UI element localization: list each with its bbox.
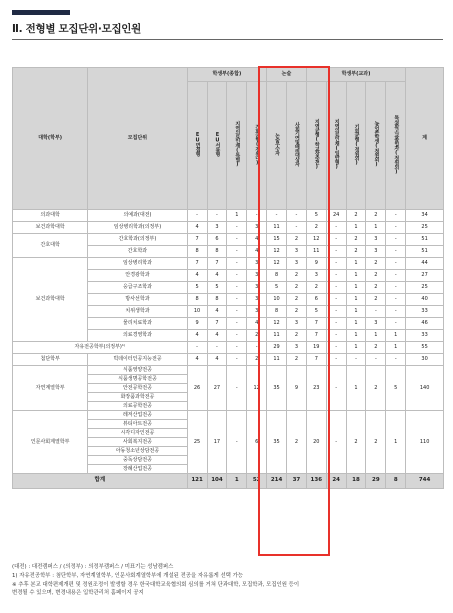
value-cell: 1 (366, 330, 386, 342)
value-cell: - (366, 354, 386, 366)
value-cell: - (366, 306, 386, 318)
univ-cell: 첨단학부 (13, 354, 88, 366)
value-cell: - (227, 222, 247, 234)
value-cell: 1 (346, 330, 366, 342)
value-cell: 12 (267, 318, 287, 330)
value-cell: - (386, 270, 406, 282)
value-cell: - (386, 294, 406, 306)
header-univ: 대학(학부) (13, 68, 88, 210)
total-cell: 25 (406, 222, 444, 234)
value-cell: 17 (207, 411, 227, 474)
value-cell: - (227, 258, 247, 270)
value-cell: 4 (247, 246, 267, 258)
value-cell: 7 (306, 354, 326, 366)
unit-cell: 아동청소년상담전공 (88, 447, 187, 456)
value-cell: 2 (247, 330, 267, 342)
table-row (13, 222, 444, 234)
total-cell: 744 (406, 474, 444, 489)
value-cell: 3 (306, 270, 326, 282)
value-cell: 2 (346, 210, 366, 222)
total-cell: 51 (406, 246, 444, 258)
value-cell: 2 (286, 282, 306, 294)
total-cell: 33 (406, 330, 444, 342)
value-cell: 2 (366, 411, 386, 474)
total-label: 합계 (13, 474, 188, 489)
table-row (13, 258, 444, 270)
value-cell: - (227, 270, 247, 282)
value-cell: 4 (247, 318, 267, 330)
value-cell: - (386, 222, 406, 234)
total-cell: 55 (406, 342, 444, 354)
unit-cell: 레저산업전공 (88, 411, 187, 420)
value-cell: 5 (207, 282, 227, 294)
unit-cell: 간호학과(의정부) (88, 234, 187, 246)
unit-cell: 의예과(대전) (88, 210, 187, 222)
unit-cell: 치위생학과 (88, 306, 187, 318)
value-cell: 4 (187, 354, 207, 366)
col-social-contribution: 사회기여및배려대상자 (286, 82, 306, 210)
unit-cell: 응급구조학과 (88, 282, 187, 294)
header-group-essay: 논술 (267, 68, 307, 82)
value-cell: - (386, 282, 406, 294)
value-cell: 3 (286, 246, 306, 258)
value-cell: - (326, 246, 346, 258)
value-cell: 8 (207, 294, 227, 306)
value-cell: 2 (286, 330, 306, 342)
value-cell: 1 (386, 411, 406, 474)
col-vocational: 특성화고교졸업자(정원외) (386, 82, 406, 210)
value-cell: 6 (306, 294, 326, 306)
total-cell: 33 (406, 306, 444, 318)
value-cell: 9 (306, 258, 326, 270)
value-cell: 4 (207, 330, 227, 342)
value-cell: - (247, 342, 267, 354)
table-row (13, 411, 444, 420)
header-unit: 모집단위 (88, 68, 187, 210)
value-cell: 2 (286, 270, 306, 282)
value-cell: 3 (247, 258, 267, 270)
col-rural: 농어촌학생(정원외) (366, 82, 386, 210)
value-cell: 10 (187, 306, 207, 318)
total-cell: 25 (406, 282, 444, 294)
unit-cell: 식품생명공학전공 (88, 375, 187, 384)
value-cell: 7 (187, 234, 207, 246)
value-cell: 104 (207, 474, 227, 489)
value-cell: 2 (286, 411, 306, 474)
unit-cell: 방사선학과 (88, 294, 187, 306)
value-cell: 1 (346, 342, 366, 354)
value-cell: 1 (386, 342, 406, 354)
value-cell: 1 (386, 330, 406, 342)
value-cell: 4 (207, 270, 227, 282)
value-cell: 8 (187, 246, 207, 258)
univ-cell: 자연계열학부 (13, 366, 88, 411)
value-cell: 24 (326, 474, 346, 489)
col-eu-interview: EU면접형 (187, 82, 207, 210)
footnote-change-2: 변경될 수 있으며, 변경내용은 입학관리처 홈페이지 공지 (12, 590, 144, 597)
value-cell: 2 (286, 354, 306, 366)
value-cell: 2 (366, 366, 386, 411)
table-row (13, 354, 444, 366)
value-cell: 2 (366, 294, 386, 306)
value-cell: 35 (267, 411, 287, 474)
unit-cell: 화장품과학전공 (88, 393, 187, 402)
value-cell: 3 (366, 318, 386, 330)
value-cell: 4 (247, 234, 267, 246)
value-cell: - (386, 246, 406, 258)
value-cell: - (326, 342, 346, 354)
value-cell: 29 (366, 474, 386, 489)
value-cell: 3 (366, 234, 386, 246)
unit-cell: 빅데이터인공지능전공 (88, 354, 187, 366)
value-cell: 5 (306, 306, 326, 318)
value-cell: - (326, 282, 346, 294)
table-row (13, 210, 444, 222)
value-cell: 11 (267, 354, 287, 366)
value-cell: 27 (207, 366, 227, 411)
value-cell: 6 (207, 234, 227, 246)
value-cell: - (286, 222, 306, 234)
value-cell: 1 (346, 222, 366, 234)
value-cell: 5 (267, 282, 287, 294)
value-cell: - (227, 366, 247, 411)
value-cell: 5 (187, 282, 207, 294)
value-cell: 9 (187, 318, 207, 330)
value-cell: - (326, 258, 346, 270)
value-cell: 121 (187, 474, 207, 489)
value-cell: 1 (346, 258, 366, 270)
value-cell: - (227, 282, 247, 294)
total-cell: 34 (406, 210, 444, 222)
value-cell: 3 (207, 222, 227, 234)
value-cell: - (227, 330, 247, 342)
value-cell: - (227, 354, 247, 366)
value-cell: 12 (267, 246, 287, 258)
value-cell: 136 (306, 474, 326, 489)
value-cell: - (386, 258, 406, 270)
value-cell: 3 (247, 306, 267, 318)
total-cell: 140 (406, 366, 444, 411)
total-cell: 110 (406, 411, 444, 474)
value-cell: - (187, 342, 207, 354)
value-cell: 18 (346, 474, 366, 489)
value-cell: 2 (286, 294, 306, 306)
value-cell: 2 (247, 354, 267, 366)
value-cell: 7 (207, 258, 227, 270)
value-cell: 7 (306, 318, 326, 330)
value-cell: 10 (267, 294, 287, 306)
total-cell: 40 (406, 294, 444, 306)
univ-cell: 간호대학 (13, 234, 88, 258)
value-cell: 23 (306, 366, 326, 411)
value-cell: 4 (187, 270, 207, 282)
unit-cell: 안경광학과 (88, 270, 187, 282)
unit-cell: 의료경영학과 (88, 330, 187, 342)
total-cell: 51 (406, 234, 444, 246)
value-cell: - (326, 294, 346, 306)
admission-table (12, 67, 444, 489)
unit-cell: 중독상담전공 (88, 456, 187, 465)
value-cell: - (207, 210, 227, 222)
value-cell: 11 (267, 222, 287, 234)
value-cell: 15 (267, 234, 287, 246)
value-cell: - (227, 234, 247, 246)
value-cell: 2 (366, 210, 386, 222)
value-cell: - (386, 306, 406, 318)
value-cell: 2 (366, 258, 386, 270)
value-cell: 5 (386, 366, 406, 411)
value-cell: 8 (267, 306, 287, 318)
value-cell: - (286, 210, 306, 222)
header-total: 계 (406, 68, 444, 210)
value-cell: 7 (306, 330, 326, 342)
value-cell: 8 (386, 474, 406, 489)
value-cell: 52 (247, 474, 267, 489)
value-cell: - (227, 318, 247, 330)
value-cell: 26 (187, 366, 207, 411)
value-cell: 1 (346, 294, 366, 306)
value-cell: - (326, 330, 346, 342)
footnote-free-major: 1) 자유전공학부 : 첨단학부, 자연계열학부, 인문사회계열학부에 개설된 전공을 자유롭게 선택 가능 (12, 572, 243, 579)
value-cell: - (227, 306, 247, 318)
value-cell: 1 (366, 222, 386, 234)
value-cell: - (247, 210, 267, 222)
value-cell: - (267, 210, 287, 222)
value-cell: - (386, 210, 406, 222)
value-cell: 1 (346, 306, 366, 318)
total-cell: 44 (406, 258, 444, 270)
univ-cell: 인문사회계열학부 (13, 411, 88, 474)
value-cell: - (326, 411, 346, 474)
total-cell: 27 (406, 270, 444, 282)
value-cell: - (326, 234, 346, 246)
value-cell: 25 (187, 411, 207, 474)
value-cell: - (207, 342, 227, 354)
unit-cell: 간호학과 (88, 246, 187, 258)
footnotes (12, 563, 444, 598)
footnote-change-1: ※ 추후 본교 대학편제개편 및 정원조정이 발생할 경우 한국대학교육협의회 심의를 거쳐 단과대학, 모집학과, 모집인원 등이 (12, 581, 300, 588)
value-cell: 37 (286, 474, 306, 489)
value-cell: 4 (207, 354, 227, 366)
value-cell: 2 (286, 306, 306, 318)
value-cell: 2 (346, 411, 366, 474)
value-cell: 2 (346, 234, 366, 246)
value-cell: 2 (306, 222, 326, 234)
header-group-subject: 학생부(교과) (306, 68, 405, 82)
value-cell: 19 (306, 342, 326, 354)
value-cell: 12 (306, 234, 326, 246)
value-cell: 3 (247, 270, 267, 282)
value-cell: - (227, 246, 247, 258)
value-cell: 24 (326, 210, 346, 222)
value-cell: 1 (346, 282, 366, 294)
value-cell: - (326, 306, 346, 318)
total-cell: 46 (406, 318, 444, 330)
value-cell: - (386, 234, 406, 246)
value-cell: 2 (286, 234, 306, 246)
total-row (13, 474, 444, 489)
value-cell: - (326, 354, 346, 366)
value-cell: 11 (306, 246, 326, 258)
value-cell: 3 (247, 222, 267, 234)
header-group-holistic: 학생부(종합) (187, 68, 266, 82)
value-cell: - (227, 342, 247, 354)
page-title: Ⅱ. 전형별 모집단위·모집인원 (12, 23, 141, 35)
value-cell: 7 (207, 318, 227, 330)
col-eu-document: EU서류형 (207, 82, 227, 210)
value-cell: 8 (187, 294, 207, 306)
value-cell: 3 (247, 294, 267, 306)
footnote-campus: (대전) : 대전캠퍼스 / (의정부) : 의정부캠퍼스 / 미표기는 성남캠퍼스 (12, 564, 174, 570)
value-cell: 9 (286, 366, 306, 411)
value-cell: 2 (346, 246, 366, 258)
col-essay-excellent: 논술우수자 (267, 82, 287, 210)
value-cell: - (227, 411, 247, 474)
value-cell: 12 (247, 366, 267, 411)
univ-cell: 자유전공학부(의정부)¹⁾ (13, 342, 188, 354)
value-cell: 2 (366, 270, 386, 282)
value-cell: 20 (306, 411, 326, 474)
total-cell: 30 (406, 354, 444, 366)
value-cell: 1 (346, 366, 366, 411)
univ-cell: 의과대학 (13, 210, 88, 222)
col-opportunity-in: 기회균형(정원내) (247, 82, 267, 210)
value-cell: 3 (286, 318, 306, 330)
table-row (13, 366, 444, 375)
unit-cell: 식품영양전공 (88, 366, 187, 375)
value-cell: 8 (267, 270, 287, 282)
value-cell: 4 (207, 306, 227, 318)
unit-cell: 의료공학전공 (88, 402, 187, 411)
unit-cell: 시각디자인전공 (88, 429, 187, 438)
title-accent-bar (12, 10, 70, 15)
unit-cell: 사회복지전공 (88, 438, 187, 447)
table-row (13, 234, 444, 246)
value-cell: - (386, 354, 406, 366)
title-divider (12, 39, 443, 40)
value-cell: 2 (366, 282, 386, 294)
value-cell: 8 (207, 246, 227, 258)
col-regional-balance: 지역균형(학교장추천) (306, 82, 326, 210)
value-cell: 4 (187, 222, 207, 234)
value-cell: 29 (267, 342, 287, 354)
unit-cell: 임상병리학과 (88, 258, 187, 270)
value-cell: 4 (187, 330, 207, 342)
value-cell: 11 (267, 330, 287, 342)
value-cell: - (326, 270, 346, 282)
value-cell: - (326, 318, 346, 330)
univ-cell: 보건과학대학 (13, 222, 88, 234)
col-opportunity-out: 기회균형(정원외) (346, 82, 366, 210)
unit-cell: 안전공학전공 (88, 384, 187, 393)
value-cell: 2 (306, 282, 326, 294)
value-cell: 7 (187, 258, 207, 270)
value-cell: 3 (366, 246, 386, 258)
value-cell: - (326, 222, 346, 234)
value-cell: 6 (247, 411, 267, 474)
unit-cell: 임상병리학과(의정부) (88, 222, 187, 234)
value-cell: 214 (267, 474, 287, 489)
unit-cell: 물리치료학과 (88, 318, 187, 330)
value-cell: - (346, 354, 366, 366)
unit-cell: 장례산업전공 (88, 465, 187, 474)
value-cell: 3 (247, 282, 267, 294)
value-cell: 1 (227, 210, 247, 222)
value-cell: 1 (346, 270, 366, 282)
value-cell: 5 (306, 210, 326, 222)
value-cell: 35 (267, 366, 287, 411)
value-cell: 12 (267, 258, 287, 270)
value-cell: - (386, 318, 406, 330)
value-cell: - (227, 294, 247, 306)
unit-cell: 뷰티아트전공 (88, 420, 187, 429)
value-cell: 1 (346, 318, 366, 330)
col-regional-medical-general: 지역의료인재(일반형) (326, 82, 346, 210)
col-regional-medical-special: 지역의료인재(특별) (227, 82, 247, 210)
value-cell: 3 (286, 342, 306, 354)
value-cell: 3 (286, 258, 306, 270)
table-row (13, 342, 444, 354)
univ-cell: 보건과학대학 (13, 258, 88, 342)
value-cell: - (187, 210, 207, 222)
value-cell: 1 (227, 474, 247, 489)
value-cell: 2 (366, 342, 386, 354)
value-cell: - (326, 366, 346, 411)
